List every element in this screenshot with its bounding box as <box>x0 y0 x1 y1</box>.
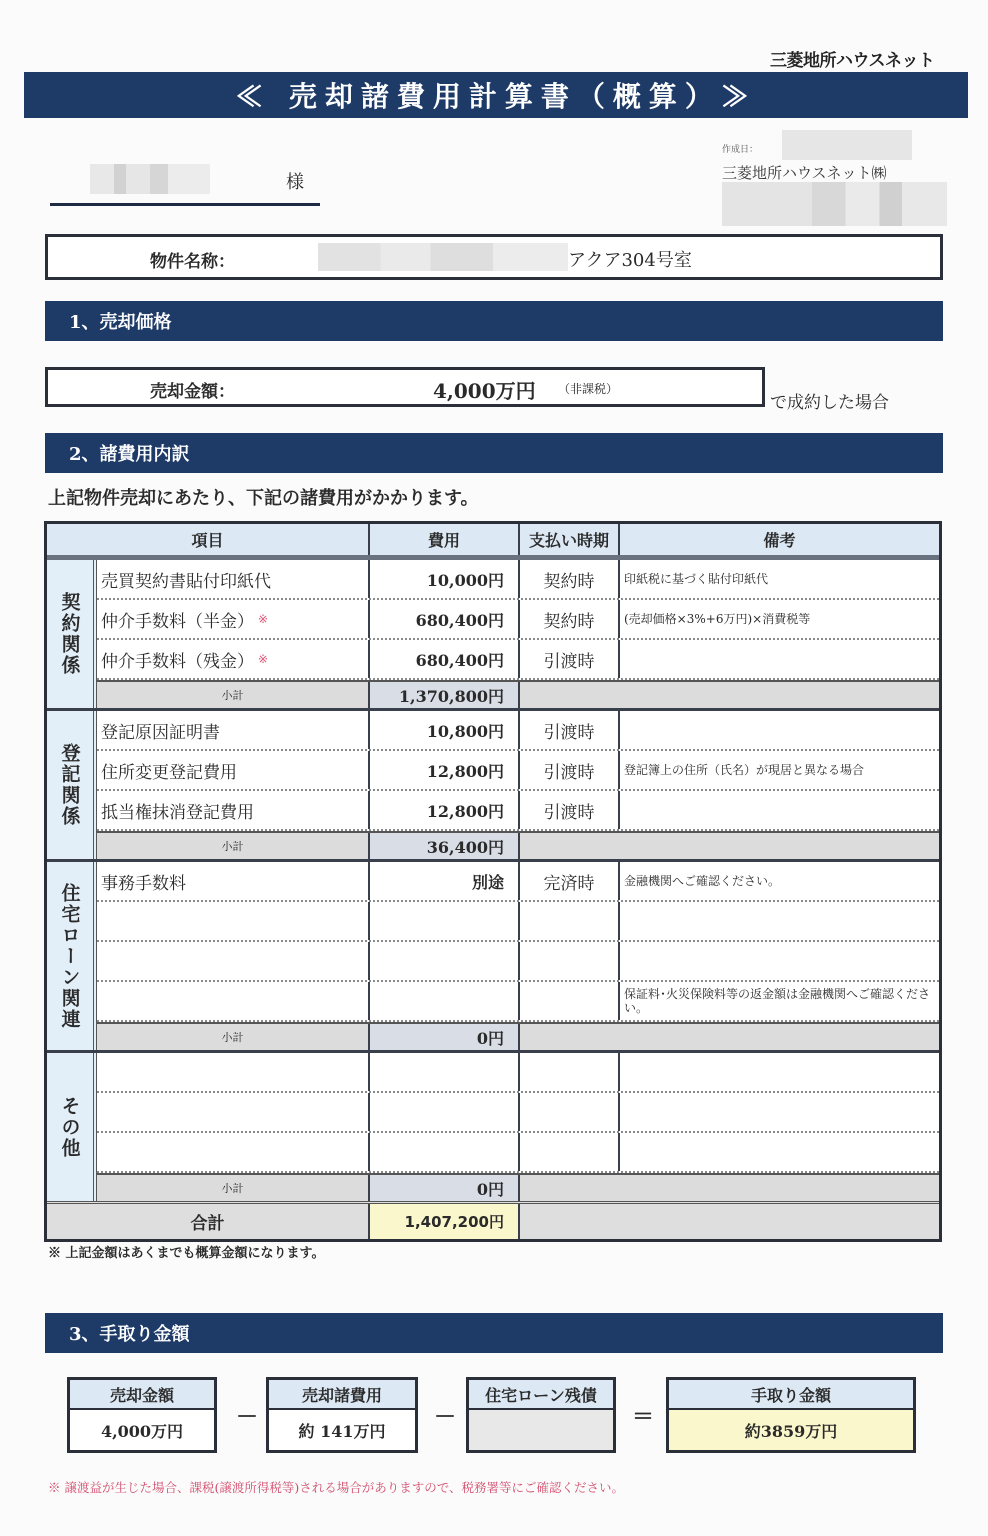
document-title: ≪ 売却諸費用計算書（概算）≫ <box>24 72 968 118</box>
net-box-header: 売却諸費用 <box>269 1380 415 1410</box>
row-cost: 別途 <box>370 862 520 900</box>
row-cost: 12,800円 <box>370 751 520 789</box>
table-row <box>97 1133 939 1173</box>
net-box-value: 4,000万円 <box>100 1421 184 1441</box>
table-row <box>97 982 939 1022</box>
sale-price-value: 4,000万円 <box>433 379 536 403</box>
subtotal-row <box>97 1022 939 1050</box>
row-item: 住所変更登記費用 <box>101 762 237 783</box>
net-box-value: 約3859万円 <box>669 1410 913 1450</box>
row-note <box>620 902 939 940</box>
property-name-box <box>45 234 943 280</box>
row-cost <box>370 1093 520 1131</box>
row-note <box>620 1053 939 1091</box>
row-timing: 引渡時 <box>520 640 620 678</box>
table-row <box>97 751 939 791</box>
minus-operator: － <box>236 1404 259 1430</box>
subtotal-value: 36,400円 <box>370 833 520 859</box>
row-timing: 引渡時 <box>520 751 620 789</box>
row-item: 売買契約書貼付印紙代 <box>101 571 271 592</box>
row-timing <box>520 1133 620 1171</box>
section-cost-breakdown-header: 2、諸費用内訳 <box>45 433 943 473</box>
table-row <box>97 1053 939 1093</box>
row-item: 事務手数料 <box>101 873 186 894</box>
subtotal-value: 0円 <box>370 1175 520 1201</box>
row-cost: 10,800円 <box>370 711 520 749</box>
property-label: 物件名称： <box>150 252 235 272</box>
net-box-sale-costs <box>266 1377 418 1453</box>
row-cost <box>370 942 520 980</box>
estimate-note: ※ 上記金額はあくまでも概算金額になります。 <box>48 1246 325 1261</box>
net-box-value: 約 141万円 <box>298 1421 386 1441</box>
row-item: 仲介手数料（残金） <box>101 651 254 672</box>
group-mortgage <box>47 862 939 1053</box>
sale-price-suffix: で成約した場合 <box>770 393 889 413</box>
subtotal-row <box>97 680 939 708</box>
row-timing: 契約時 <box>520 560 620 598</box>
brand-logo: 三菱地所ハウスネット <box>770 51 935 71</box>
sale-price-box <box>45 367 765 407</box>
row-note: 金融機関へご確認ください。 <box>624 873 781 888</box>
creation-date-label: 作成日： <box>722 145 759 155</box>
header-item: 項目 <box>47 524 370 555</box>
row-note: (売却価格×3%+6万円)×消費税等 <box>624 611 811 626</box>
subtotal-value: 0円 <box>370 1024 520 1050</box>
row-note: 印紙税に基づく貼付印紙代 <box>624 571 769 586</box>
total-value: 1,407,200円 <box>370 1204 520 1239</box>
row-timing <box>520 1093 620 1131</box>
section-net-proceeds-header: 3、手取り金額 <box>45 1313 943 1353</box>
row-cost <box>370 1133 520 1171</box>
row-timing: 完済時 <box>520 862 620 900</box>
row-cost <box>370 1053 520 1091</box>
redacted-date <box>782 130 912 160</box>
row-timing: 引渡時 <box>520 711 620 749</box>
row-note: 保証料･火災保険料等の返金額は金融機関へご確認ください。 <box>624 986 931 1015</box>
net-box-header: 売却金額 <box>70 1380 214 1410</box>
subtotal-label: 小計 <box>97 1024 370 1050</box>
net-box-header: 住宅ローン残債 <box>469 1380 613 1410</box>
row-note <box>620 711 939 749</box>
row-cost: 680,400円 <box>370 600 520 638</box>
table-row <box>97 600 939 640</box>
subtotal-label: 小計 <box>97 833 370 859</box>
row-note <box>620 640 939 678</box>
table-row <box>97 862 939 902</box>
table-row <box>97 711 939 751</box>
creator-company: 三菱地所ハウスネット㈱ <box>722 164 887 182</box>
subtotal-row <box>97 1173 939 1201</box>
net-box-value <box>469 1410 613 1450</box>
group-contract <box>47 560 939 711</box>
row-cost: 10,000円 <box>370 560 520 598</box>
property-value: アクア304号室 <box>568 250 692 271</box>
net-box-loan-balance <box>466 1377 616 1453</box>
group-label: 登記関係 <box>47 711 97 859</box>
subtotal-label: 小計 <box>97 682 370 708</box>
subtotal-label: 小計 <box>97 1175 370 1201</box>
cost-intro-text: 上記物件売却にあたり、下記の諸費用がかかります。 <box>48 488 479 509</box>
group-label: 住宅ローン関連 <box>47 862 97 1050</box>
row-cost: 680,400円 <box>370 640 520 678</box>
row-timing: 引渡時 <box>520 791 620 829</box>
cost-table <box>44 521 942 1242</box>
row-item: 抵当権抹消登記費用 <box>101 802 254 823</box>
equals-operator: ＝ <box>632 1404 655 1430</box>
row-timing <box>520 942 620 980</box>
tax-footer-note: ※ 譲渡益が生じた場合、課税(譲渡所得税等)される場合がありますので、税務署等にご確認ください。 <box>48 1480 624 1495</box>
row-item: 仲介手数料（半金） <box>101 611 254 632</box>
total-label: 合計 <box>47 1204 370 1239</box>
row-cost <box>370 902 520 940</box>
header-cost: 費用 <box>370 524 520 555</box>
asterisk-mark: ※ <box>258 652 269 666</box>
group-registration <box>47 711 939 862</box>
net-box-header: 手取り金額 <box>669 1380 913 1410</box>
table-row <box>97 902 939 942</box>
row-timing <box>520 1053 620 1091</box>
row-cost <box>370 982 520 1020</box>
row-note <box>620 791 939 829</box>
group-other <box>47 1053 939 1201</box>
row-note: 登記簿上の住所（氏名）が現居と異なる場合 <box>624 762 865 777</box>
row-timing: 契約時 <box>520 600 620 638</box>
row-note <box>620 1093 939 1131</box>
row-item: 登記原因証明書 <box>101 722 220 743</box>
asterisk-mark: ※ <box>258 612 269 626</box>
row-timing <box>520 902 620 940</box>
net-box-net-proceeds <box>666 1377 916 1453</box>
header-note: 備考 <box>763 531 796 550</box>
header-timing: 支払い時期 <box>520 524 620 555</box>
client-name-field <box>50 160 320 206</box>
table-row <box>97 640 939 680</box>
table-row <box>97 1093 939 1133</box>
net-box-sale-price <box>67 1377 217 1453</box>
table-header <box>47 524 939 560</box>
table-row <box>97 942 939 982</box>
row-note <box>620 1133 939 1171</box>
group-label: 契約関係 <box>47 560 97 708</box>
group-label: その他 <box>47 1053 97 1201</box>
row-timing <box>520 982 620 1020</box>
row-note <box>620 942 939 980</box>
redacted-property-name <box>318 243 568 271</box>
sale-price-label: 売却金額： <box>150 382 235 402</box>
tax-status: （非課税） <box>558 382 619 396</box>
table-row <box>97 560 939 600</box>
subtotal-row <box>97 831 939 859</box>
table-row <box>97 791 939 831</box>
total-row <box>47 1201 939 1239</box>
subtotal-value: 1,370,800円 <box>370 682 520 708</box>
redacted-contact <box>722 182 947 226</box>
minus-operator: － <box>434 1404 457 1430</box>
redacted-client-name <box>90 164 210 194</box>
client-honorific: 様 <box>286 172 304 193</box>
section-sale-price-header: 1、売却価格 <box>45 301 943 341</box>
row-cost: 12,800円 <box>370 791 520 829</box>
